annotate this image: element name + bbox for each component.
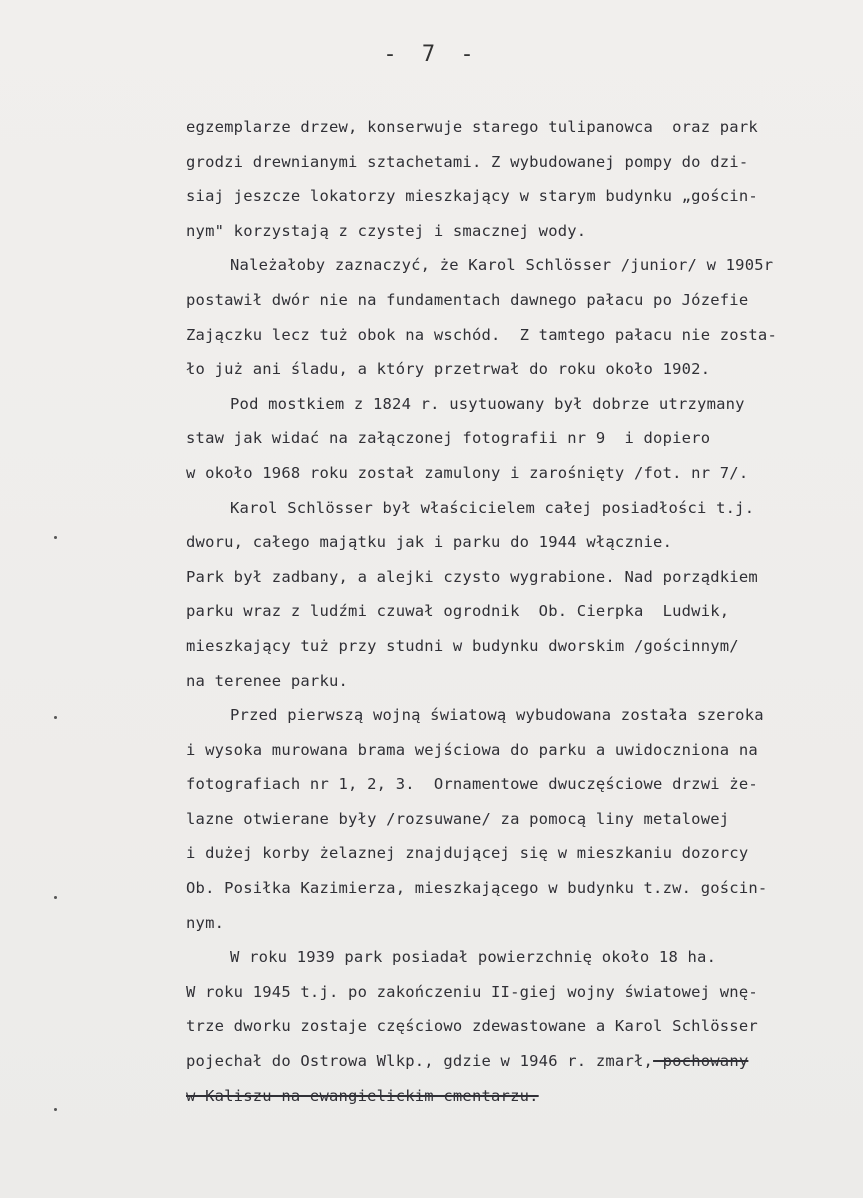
text-line [186,733,846,768]
text-line [186,906,846,941]
line-text: ło już ani śladu, a który przetrwał do roku około 1902. [186,360,711,379]
text-line [186,352,846,387]
text-line [186,456,846,491]
line-text: dworu, całego majątku jak i parku do 1944 włącznie. [186,533,673,552]
margin-dot [54,1108,57,1111]
line-text: Karol Schlösser był właścicielem całej posiadłości t.j. [230,498,755,517]
page-number: - 7 - [383,42,480,67]
text-line [186,387,846,422]
text-line [186,214,846,249]
text-line [186,664,846,699]
line-text: Ob. Posiłka Kazimierza, mieszkającego w budynku t.zw. gościn- [186,879,768,898]
margin-dot [54,896,57,899]
text-line [186,491,846,526]
text-line [186,836,846,871]
line-text: mieszkający tuż przy studni w budynku dworskim /gościnnym/ [186,636,739,655]
text-line [186,802,846,837]
text-line [186,525,846,560]
text-line [186,871,846,906]
line-text: nym. [186,913,225,932]
text-line [186,421,846,456]
typewritten-text [186,110,846,1113]
line-text: Należałoby zaznaczyć, że Karol Schlösser /junior/ w 1905r [230,256,774,275]
line-text: pojechał do Ostrowa Wlkp., gdzie w 1946 r. zmarł, [186,1052,654,1071]
text-line [186,283,846,318]
text-line [186,248,846,283]
text-line [186,110,846,145]
line-text: i dużej korby żelaznej znajdującej się w mieszkaniu dozorcy [186,844,749,863]
line-text: Park był zadbany, a alejki czysto wygrabione. Nad porządkiem [186,567,758,586]
text-line [186,1079,846,1114]
text-line [186,179,846,214]
line-text: staw jak widać na załączonej fotografii nr 9 i dopiero [186,429,711,448]
line-text: trze dworku zostaje częściowo zdewastowane a Karol Schlösser [186,1017,758,1036]
line-text: grodzi drewnianymi sztachetami. Z wybudowanej pompy do dzi- [186,152,749,171]
struck-text: pochowany [653,1052,749,1071]
line-text: na terenee parku. [186,671,349,690]
line-text: Pod mostkiem z 1824 r. usytuowany był dobrze utrzymany [230,394,745,413]
text-line [186,975,846,1010]
margin-dot [54,716,57,719]
line-text: w około 1968 roku został zamulony i zarośnięty /fot. nr 7/. [186,463,749,482]
line-text: lazne otwierane były /rozsuwane/ za pomocą liny metalowej [186,809,730,828]
line-text: nym" korzystają z czystej i smacznej wody. [186,221,587,240]
text-line [186,1009,846,1044]
line-text: W roku 1945 t.j. po zakończeniu II-giej wojny światowej wnę- [186,982,758,1001]
margin-dot [54,536,57,539]
text-line [186,940,846,975]
line-text: parku wraz z ludźmi czuwał ogrodnik Ob. Cierpka Ludwik, [186,602,730,621]
line-text: fotografiach nr 1, 2, 3. Ornamentowe dwuczęściowe drzwi że- [186,775,758,794]
line-text: egzemplarze drzew, konserwuje starego tulipanowca oraz park [186,118,758,136]
text-line [186,594,846,629]
line-text: Przed pierwszą wojną światową wybudowana została szeroka [230,706,764,725]
text-line [186,560,846,595]
text-line [186,1044,846,1079]
line-text: Zajączku lecz tuż obok na wschód. Z tamtego pałacu nie zosta- [186,325,777,344]
text-line [186,318,846,353]
text-line [186,698,846,733]
line-text: postawił dwór nie na fundamentach dawnego pałacu po Józefie [186,290,749,309]
line-text: siaj jeszcze lokatorzy mieszkający w starym budynku „gościn- [186,187,758,206]
line-text: i wysoka murowana brama wejściowa do parku a uwidoczniona na [186,740,758,759]
text-line [186,145,846,180]
text-line [186,629,846,664]
line-text: W roku 1939 park posiadał powierzchnię około 18 ha. [230,948,717,967]
text-line [186,767,846,802]
struck-text: w Kaliszu na ewangielickim cmentarzu. [186,1086,539,1105]
